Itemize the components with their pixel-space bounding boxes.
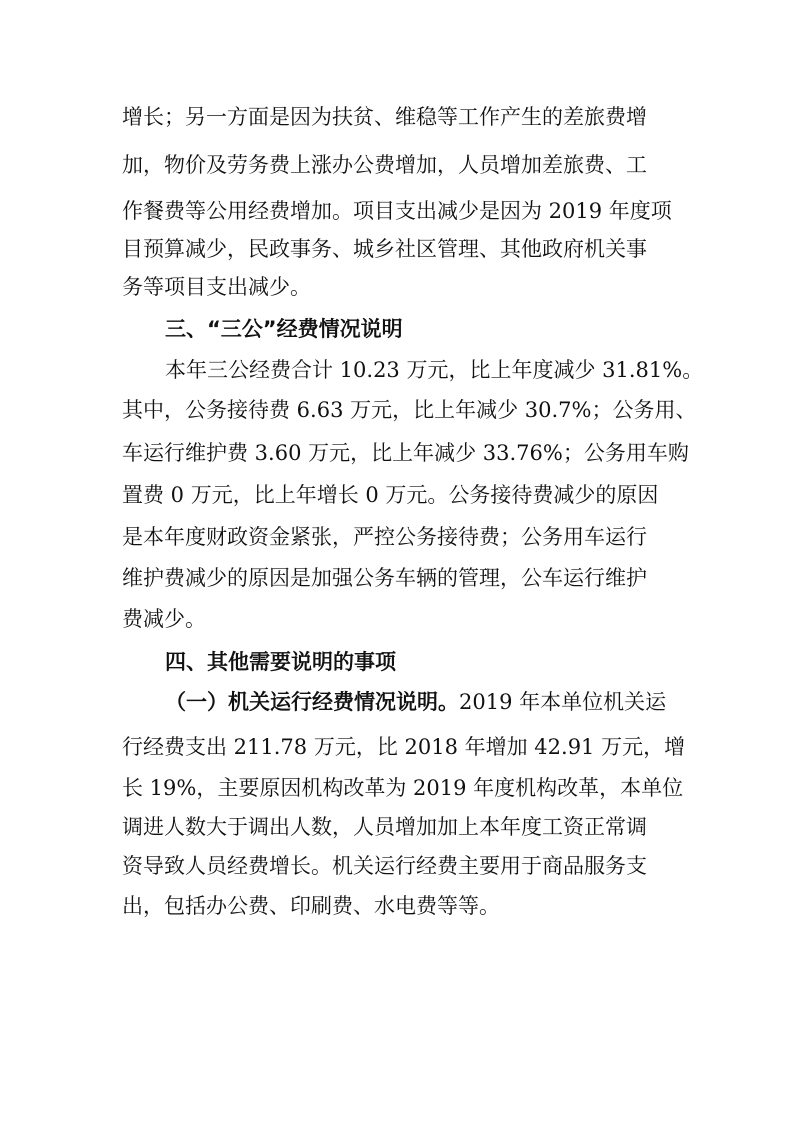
body-line: 调进人数大于调出人数，人员增加加上本年度工资正常调 xyxy=(122,815,647,839)
body-line: 长 19%，主要原因机构改革为 2019 年度机构改革，本单位 xyxy=(122,776,684,800)
body-line: 本年三公经费合计 10.23 万元，比上年度减少 31.81%。 xyxy=(165,358,704,382)
body-line: 加，物价及劳务费上涨办公费增加，人员增加差旅费、工 xyxy=(122,153,647,177)
body-line: 车运行维护费 3.60 万元，比上年减少 33.76%；公务用车购 xyxy=(122,441,689,465)
body-line: 置费 0 万元，比上年增长 0 万元。公务接待费减少的原因 xyxy=(122,483,659,507)
body-line: 增长；另一方面是因为扶贫、维稳等工作产生的差旅费增 xyxy=(122,105,647,129)
body-line: 资导致人员经费增长。机关运行经费主要用于商品服务支 xyxy=(122,854,647,878)
body-line: 务等项目支出减少。 xyxy=(122,275,311,299)
lead-continuation: 2019 年本单位机关运 xyxy=(459,690,667,714)
subsection-lead: （一）机关运行经费情况说明。 xyxy=(165,690,459,714)
section-heading: 四、其他需要说明的事项 xyxy=(165,650,396,674)
body-line: 行经费支出 211.78 万元，比 2018 年增加 42.91 万元，增 xyxy=(122,735,686,759)
body-line xyxy=(165,689,666,715)
body-line: 维护费减少的原因是加强公务车辆的管理，公车运行维护 xyxy=(122,566,647,590)
body-line: 目预算减少，民政事务、城乡社区管理、其他政府机关事 xyxy=(122,237,647,261)
section-heading: 三、“三公”经费情况说明 xyxy=(165,317,403,341)
body-line: 作餐费等公用经费增加。项目支出减少是因为 2019 年度项 xyxy=(122,199,672,223)
body-line: 费减少。 xyxy=(122,607,206,631)
body-line: 其中，公务接待费 6.63 万元，比上年减少 30.7%；公务用、 xyxy=(122,398,697,422)
body-line: 出，包括办公费、印刷费、水电费等等。 xyxy=(122,894,500,918)
body-line: 是本年度财政资金紧张，严控公务接待费；公务用车运行 xyxy=(122,525,647,549)
